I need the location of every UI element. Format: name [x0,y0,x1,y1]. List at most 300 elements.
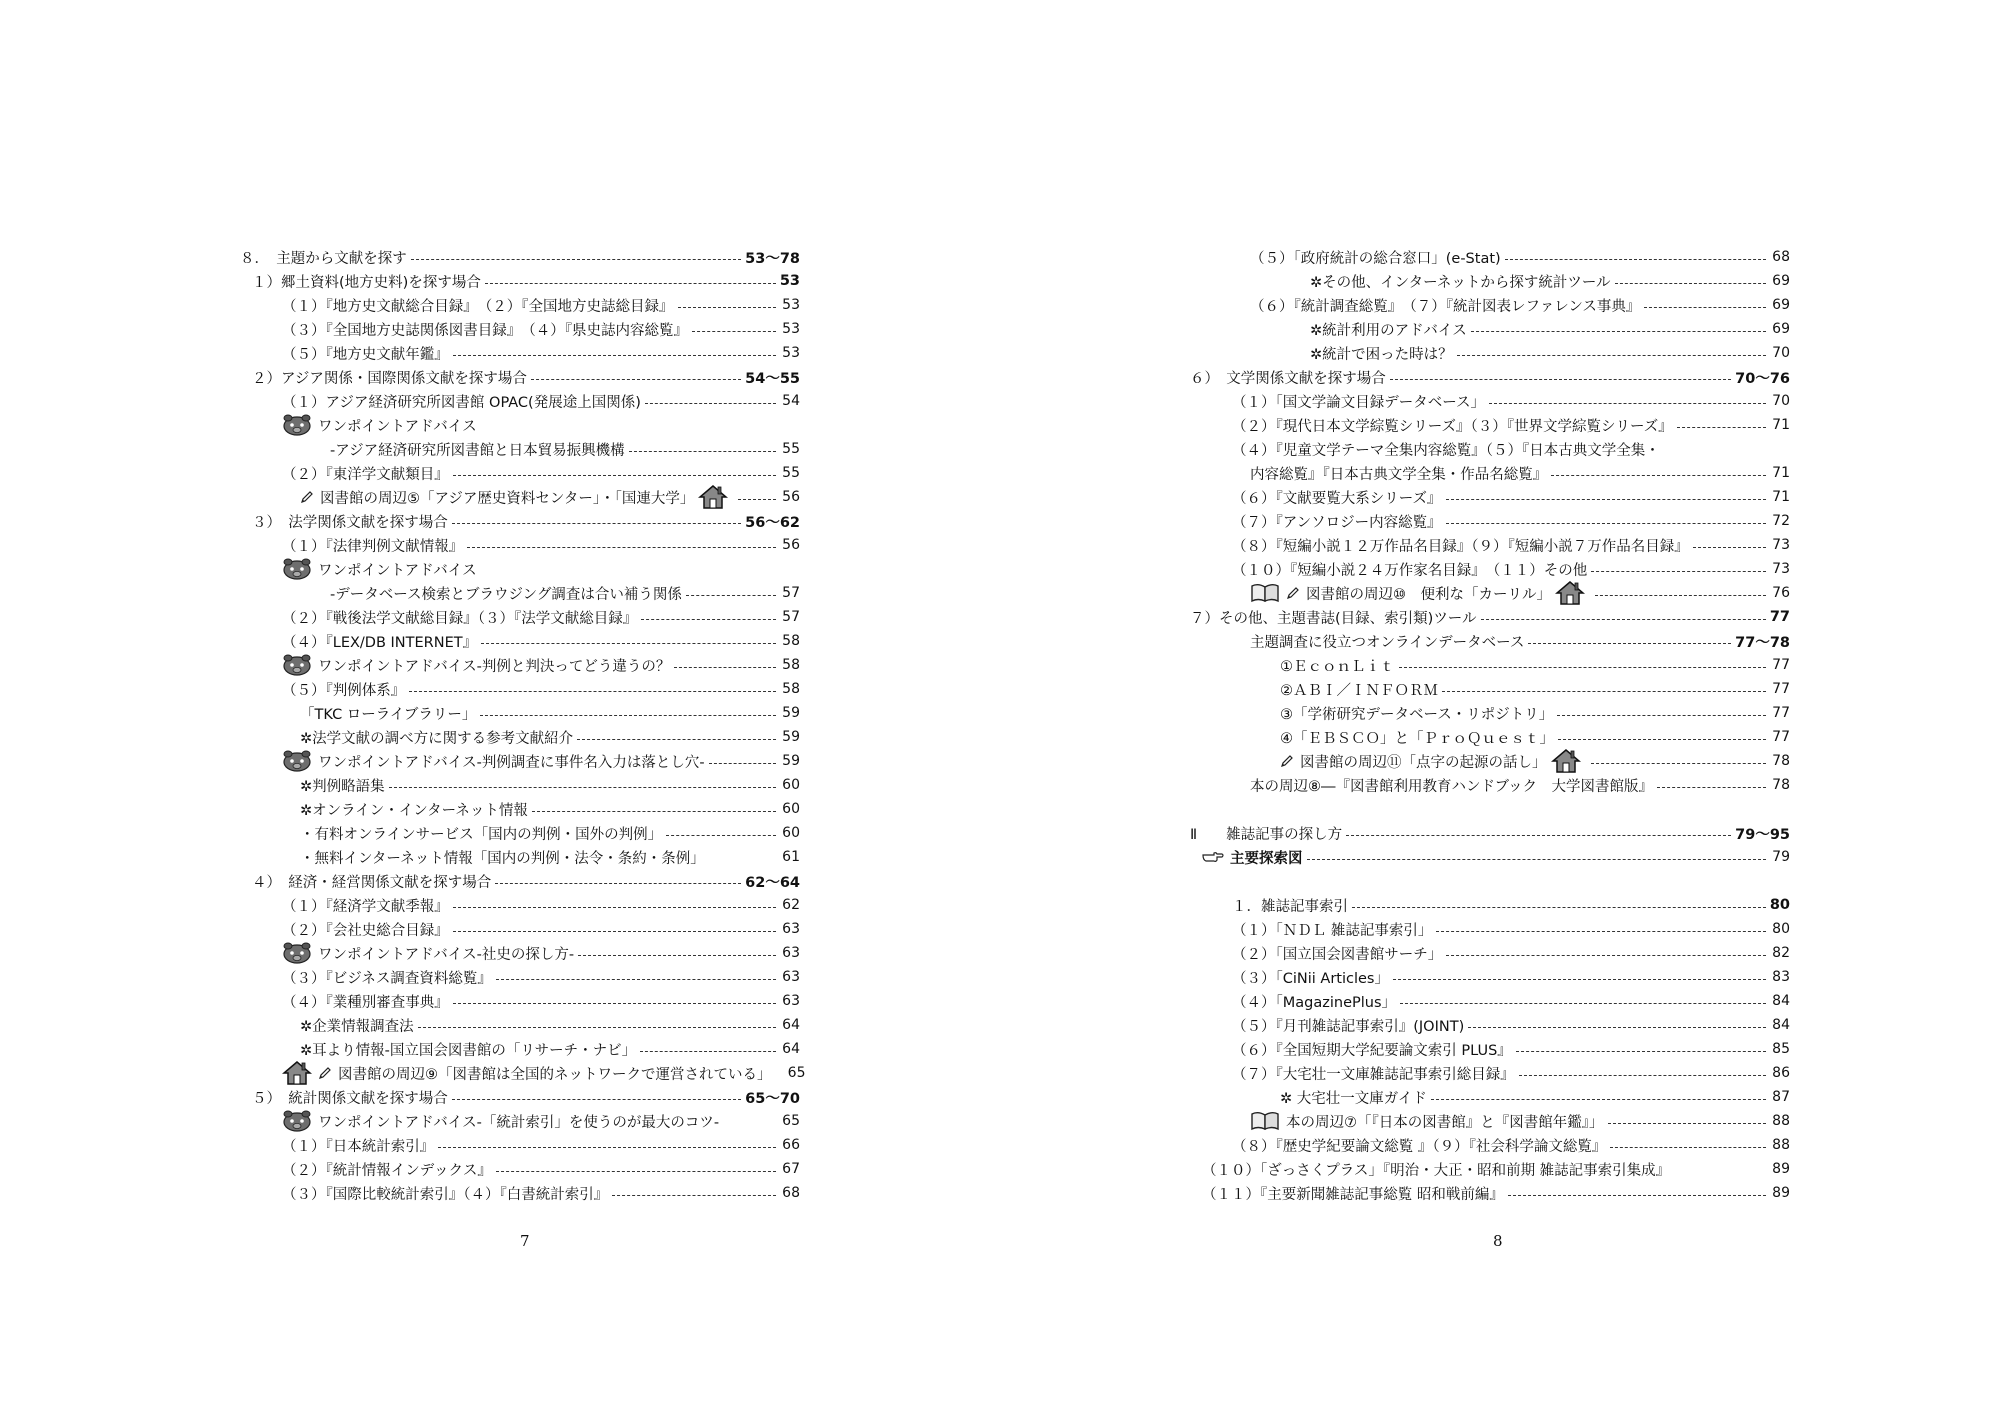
toc-entry [240,1133,800,1157]
dot-leader [1693,547,1766,548]
dot-leader [578,955,776,956]
toc-entry [240,1061,806,1085]
toc-entry-title: ✲判例略語集 [300,778,385,795]
toc-entry-title: （１０）「ざっさくプラス」『明治・大正・昭和前期 雑誌記事索引集成』 [1202,1162,1671,1179]
pencil-icon [300,490,314,504]
toc-entry [1190,845,1790,869]
toc-entry-page: 62 [782,897,800,913]
toc-entry [240,605,800,629]
toc-entry-title: １）郷土資料(地方史料)を探す場合 [252,274,481,291]
toc-entry-title: ワンポイントアドバイス [318,562,477,579]
toc-entry-title: ６） 文学関係文献を探す場合 [1190,370,1386,387]
toc-entry-page: 59 [782,705,800,721]
toc-entry-title: ・有料オンラインサービス「国内の判例・国外の判例」 [300,826,663,843]
dot-leader [496,979,776,980]
toc-entry [1190,725,1790,749]
dot-leader [452,523,741,524]
toc-entry [1190,461,1790,485]
blank-line [1190,869,1790,893]
toc-entry-page: 60 [782,777,800,793]
toc-entry-page: 86 [1772,1065,1790,1081]
toc-entry [240,725,800,749]
toc-entry-title: ①ＥｃｏｎＬｉｔ [1280,658,1395,675]
toc-entry-title: 図書館の周辺⑤「アジア歴史資料センター」・「国連大学」 [320,490,695,507]
toc-entry-page: 84 [1772,993,1790,1009]
toc-entry [1190,1133,1790,1157]
toc-entry-page: 67 [782,1161,800,1177]
toc-entry-page: 78 [1772,777,1790,793]
book-icon [1250,583,1280,603]
toc-entry [240,869,800,893]
dot-leader [453,475,776,476]
toc-entry-page: 73 [1772,561,1790,577]
toc-entry-page: 89 [1772,1161,1790,1177]
toc-entry [1190,893,1790,917]
toc-entry-title: 図書館の周辺⑨「図書館は全国的ネットワークで運営されている」 [338,1066,772,1083]
dot-leader [1528,643,1731,644]
toc-entry-title: ✲ 大宅壮一文庫ガイド [1280,1090,1427,1107]
house-icon [282,1060,312,1086]
dot-leader [1657,787,1766,788]
dot-leader [495,883,741,884]
toc-entry [240,845,800,869]
toc-entry-title: （１１）『主要新聞雑誌記事総覧 昭和戦前編』 [1202,1186,1504,1203]
toc-entry-page: 72 [1772,513,1790,529]
toc-entry [240,749,800,773]
toc-entry-page: 77 [1772,657,1790,673]
toc-entry-page: 79 [1772,849,1790,865]
house-icon [1551,748,1581,774]
toc-entry-page: 63 [782,993,800,1009]
toc-entry-page: 70 [1772,393,1790,409]
dot-leader [1346,835,1731,836]
toc-entry-page: 54 [782,393,800,409]
toc-entry [1190,821,1790,845]
dot-leader [496,1171,776,1172]
toc-entry-title: 内容総覧』『日本古典文学全集・作品名総覧』 [1250,466,1548,483]
toc-entry [240,1109,800,1133]
dot-leader [1431,1099,1766,1100]
toc-entry [240,1037,800,1061]
toc-entry-title: （１）『日本統計索引』 [282,1138,435,1155]
dot-leader [1489,403,1766,404]
toc-entry-title: 本の周辺⑦「『日本の図書館』と『図書館年鑑』」 [1286,1114,1604,1131]
dot-leader [532,811,776,812]
toc-entry [1190,269,1790,293]
toc-entry [240,269,800,293]
toc-entry-title: ✲オンライン・インターネット情報 [300,802,528,819]
toc-entry-title: 主要探索図 [1230,850,1303,867]
dot-leader [1557,715,1766,716]
dot-leader [1505,259,1766,260]
toc-entry-title: ✲企業情報調査法 [300,1018,414,1035]
dot-leader [1644,307,1766,308]
dot-leader [692,331,776,332]
toc-entry-page: 69 [1772,297,1790,313]
toc-entry-page: 53 [782,297,800,313]
toc-entry [1190,413,1790,437]
toc-entry [1190,605,1790,629]
toc-entry-title: （３）『ビジネス調査資料総覧』 [282,970,492,987]
toc-entry-page: 77 [1772,681,1790,697]
dot-leader [453,907,776,908]
toc-entry [1190,701,1790,725]
toc-entry-page: 76 [1772,585,1790,601]
toc-entry [240,413,800,437]
dot-leader [1436,931,1766,932]
right-page [1000,0,2000,1415]
toc-entry-title: ✲統計で困った時は？ [1310,346,1453,363]
toc-entry-page: 56 [782,489,800,505]
blank-line [1190,797,1790,821]
toc-entry-page: 58 [782,657,800,673]
toc-entry [240,557,800,581]
toc-entry-page: 79〜95 [1735,826,1790,843]
toc-entry-page: 89 [1772,1185,1790,1201]
toc-entry-title: （２）『東洋学文献類目』 [282,466,449,483]
toc-entry-page: 64 [782,1017,800,1033]
toc-entry [1190,581,1790,605]
dot-leader [409,691,776,692]
toc-entry [1190,629,1790,653]
toc-entry [1190,293,1790,317]
toc-entry [240,773,800,797]
toc-entry-page: 71 [1772,417,1790,433]
toc-entry-title: Ⅱ 雑誌記事の探し方 [1190,826,1343,843]
toc-entry [240,677,800,701]
pig-icon [282,654,312,676]
toc-entry-page: 85 [1772,1041,1790,1057]
toc-entry-title: ②ＡＢＩ／ＩＮＦＯＲＭ [1280,682,1438,699]
toc-entry [240,533,800,557]
toc-entry [1190,965,1790,989]
dot-leader [1393,979,1766,980]
toc-entry-page: 80 [1772,921,1790,937]
toc-entry-page: 80 [1769,897,1790,913]
toc-entry-page: 77 [1772,705,1790,721]
toc-entry-page: 69 [1772,273,1790,289]
toc-entry-title: ④「ＥＢＳＣＯ」と「ＰｒｏＱｕｅｓｔ」 [1280,730,1554,747]
toc-entry-title: （１）『経済学文献季報』 [282,898,449,915]
toc-entry-page: 57 [782,585,800,601]
toc-entry-page: 56〜62 [745,514,800,531]
pig-icon [282,750,312,772]
toc-entry-title: 本の周辺⑧―『図書館利用教育ハンドブック 大学図書館版』 [1250,778,1654,795]
toc-entry [240,437,800,461]
dot-leader [612,1195,776,1196]
toc-entry-title: ８． 主題から文献を探す [240,250,407,267]
pig-icon [282,414,312,436]
dot-leader [1471,331,1766,332]
dot-leader [1307,859,1767,860]
toc-entry-page: 59 [782,753,800,769]
toc-entry-page: 87 [1772,1089,1790,1105]
toc-entry [240,629,800,653]
toc-entry-page: 55 [782,465,800,481]
toc-entry [1190,509,1790,533]
pig-icon [282,942,312,964]
dot-leader [577,739,776,740]
toc-entry-page: 65 [782,1113,800,1129]
toc-entry-title: （５）『判例体系』 [282,682,406,699]
toc-entry [1190,677,1790,701]
toc-entry-page: 82 [1772,945,1790,961]
toc-entry [240,389,800,413]
toc-entry [1190,245,1790,269]
toc-entry-title: （５）『月刊雑誌記事索引』(JOINT) [1232,1018,1465,1035]
toc-entry-title: ワンポイントアドバイス-社史の探し方- [318,946,575,963]
toc-entry-title: ③「学術研究データベース・リポジトリ」 [1280,706,1554,723]
dot-leader [1352,907,1766,908]
toc-entry-page: 58 [782,681,800,697]
toc-entry-page: 54〜55 [745,370,800,387]
toc-entry-page: 53 [779,273,800,289]
dot-leader [467,547,776,548]
toc-entry-title: （１）アジア経済研究所図書館 OPAC(発展途上国関係) [282,394,641,411]
toc-entry [240,581,800,605]
dot-leader [1400,1003,1766,1004]
page-number: 7 [520,1232,530,1250]
toc-entry-title: （２）『会社史総合目録』 [282,922,449,939]
toc-entry [240,341,800,365]
dot-leader [453,355,776,356]
dot-leader [1457,355,1766,356]
toc-entry [240,245,800,269]
toc-entry [240,701,800,725]
toc-entry-title: 主題調査に役立つオンラインデータベース [1250,634,1525,651]
toc-entry-title: １．雑誌記事索引 [1232,898,1348,915]
dot-leader [738,499,776,500]
dot-leader [1390,379,1731,380]
toc-entry [1190,917,1790,941]
toc-entry-title: ５） 統計関係文献を探す場合 [252,1090,448,1107]
pig-icon [282,558,312,580]
toc-entry-title: ✲統計利用のアドバイス [1310,322,1467,339]
dot-leader [640,1051,776,1052]
toc-entry-page: 70〜76 [1735,370,1790,387]
toc-entry-page: 53 [782,345,800,361]
toc-entry [1190,533,1790,557]
toc-entry [1190,437,1790,461]
house-icon [698,484,728,510]
toc-entry-page: 65 [787,1065,806,1081]
toc-entry-page: 58 [782,633,800,649]
toc-entry-page: 53〜78 [745,250,800,267]
toc-entry [240,989,800,1013]
toc-entry [1190,365,1790,389]
toc-entry-page: 71 [1772,465,1790,481]
dot-leader [453,1003,776,1004]
toc-entry [1190,941,1790,965]
toc-entry-title: （３）「CiNii Articles」 [1232,970,1389,987]
toc-entry-page: 64 [782,1041,800,1057]
dot-leader [1399,667,1767,668]
dot-leader [1591,571,1766,572]
dot-leader [1558,739,1766,740]
toc-entry [1190,557,1790,581]
toc-entry [1190,1157,1790,1181]
toc-entry [1190,749,1790,773]
toc-entry-title: （２）『戦後法学文献総目録』（３）『法学文献総目録』 [282,610,638,627]
toc-entry-title: （１）「ＮＤＬ 雑誌記事索引」 [1232,922,1433,939]
dot-leader [418,1027,776,1028]
table-of-contents [240,245,806,1205]
dot-leader [1608,1123,1767,1124]
toc-entry-page: 62〜64 [745,874,800,891]
dot-leader [485,283,776,284]
pointing-hand-icon [1202,850,1224,864]
toc-entry [240,509,800,533]
dot-leader [1516,1051,1766,1052]
toc-entry-page: 84 [1772,1017,1790,1033]
toc-entry [1190,1037,1790,1061]
toc-entry [240,1013,800,1037]
dot-leader [666,835,776,836]
toc-entry-title: ２）アジア関係・国際関係文献を探す場合 [252,370,527,387]
toc-entry-title: ３） 法学関係文献を探す場合 [252,514,448,531]
toc-entry-title: ✲耳より情報-国立国会図書館の「リサーチ・ナビ」 [300,1042,637,1059]
toc-entry-title: （７）『アンソロジー内容総覧』 [1232,514,1442,531]
toc-entry-title: （６）『統計調査総覧』 （７）『統計図表レファレンス事典』 [1250,298,1641,315]
toc-entry-page: 63 [782,921,800,937]
toc-entry-title: ７）その他、主題書誌(目録、索引類)ツール [1190,610,1477,627]
toc-entry-title: （５）「政府統計の総合窓口」(e-Stat) [1250,250,1501,267]
toc-entry-title: 「TKC ローライブラリー」 [300,706,477,723]
toc-entry [1190,1109,1790,1133]
toc-entry-page: 77 [1769,609,1790,625]
toc-entry-page: 78 [1772,753,1790,769]
toc-entry [240,317,800,341]
toc-entry-page: 55 [782,441,800,457]
dot-leader [531,379,741,380]
toc-entry-title: （４）『児童文学テーマ全集内容総覧』（５）『日本古典文学全集・ [1232,442,1660,459]
book-icon [1250,1111,1280,1131]
toc-entry-page: 66 [782,1137,800,1153]
toc-entry-page: 69 [1772,321,1790,337]
toc-entry-page: 68 [1772,249,1790,265]
toc-entry-page: 68 [782,1185,800,1201]
dot-leader [1442,691,1766,692]
toc-entry [240,1181,800,1205]
toc-entry [240,821,800,845]
toc-entry-page: 83 [1772,969,1790,985]
dot-leader [1519,1075,1766,1076]
dot-leader [389,787,776,788]
toc-entry-title: （１）『法律判例文献情報』 [282,538,464,555]
toc-entry-page: 73 [1772,537,1790,553]
toc-entry-title: ・無料インターネット情報「国内の判例・法令・条約・条例」 [300,850,705,867]
toc-entry-title: （６）『全国短期大学紀要論文索引 PLUS』 [1232,1042,1512,1059]
toc-entry [1190,341,1790,365]
dot-leader [1446,955,1766,956]
toc-entry-page: 63 [782,969,800,985]
toc-entry-title: （１）『地方史文献総合目録』 （２）『全国地方史誌総目録』 [282,298,674,315]
dot-leader [686,595,776,596]
toc-entry-page: 56 [782,537,800,553]
toc-entry-page: 61 [782,849,800,865]
toc-entry [1190,1061,1790,1085]
toc-entry-title: （４）「MagazinePlus」 [1232,994,1397,1011]
pencil-icon [318,1066,332,1080]
toc-entry-title: （４）『LEX/DB INTERNET』 [282,634,478,651]
dot-leader [709,763,776,764]
toc-entry-title: （２）『統計情報インデックス』 [282,1162,492,1179]
toc-entry [240,1157,800,1181]
toc-entry [240,893,800,917]
pig-icon [282,1110,312,1132]
dot-leader [1468,1027,1766,1028]
toc-entry [1190,389,1790,413]
dot-leader [411,259,741,260]
toc-entry-title: ワンポイントアドバイス-「統計索引」を使うのが最大のコツ- [318,1114,720,1131]
toc-entry-page: 88 [1772,1137,1790,1153]
dot-leader [645,403,776,404]
toc-entry [240,293,800,317]
dot-leader [1610,1147,1766,1148]
dot-leader [452,1099,741,1100]
toc-entry [240,941,800,965]
toc-entry-title: （６）『文献要覧大系シリーズ』 [1232,490,1442,507]
pencil-icon [1280,754,1294,768]
toc-entry-page: 60 [782,801,800,817]
pencil-icon [1286,586,1300,600]
dot-leader [1446,523,1766,524]
toc-entry-page: 57 [782,609,800,625]
page-number: 8 [1493,1232,1503,1250]
toc-entry [240,1085,800,1109]
toc-entry-title: （８）『歴史学紀要論文総覧 』（９）『社会科学論文総覧』 [1232,1138,1607,1155]
toc-entry-title: （３）『国際比較統計索引』（４）『白書統計索引』 [282,1186,609,1203]
toc-entry [1190,1013,1790,1037]
toc-entry-page: 60 [782,825,800,841]
toc-entry-page: 63 [782,945,800,961]
dot-leader [678,307,777,308]
toc-entry [240,485,800,509]
toc-entry-title: ４） 経済・経営関係文献を探す場合 [252,874,492,891]
toc-entry [240,461,800,485]
toc-entry-page: 77〜78 [1735,634,1790,651]
toc-entry-page: 59 [782,729,800,745]
dot-leader [1595,595,1766,596]
toc-entry-title: （３）『全国地方史誌関係図書目録』 （４）『県史誌内容総覧』 [282,322,688,339]
toc-entry-page: 88 [1772,1113,1790,1129]
dot-leader [481,643,776,644]
table-of-contents [1190,245,1790,1205]
toc-entry-title: （２）『現代日本文学綜覧シリーズ』（３）『世界文学綜覧シリーズ』 [1232,418,1673,435]
dot-leader [641,619,776,620]
toc-entry-title: （２）「国立国会図書館サーチ」 [1232,946,1443,963]
toc-entry-page: 77 [1772,729,1790,745]
toc-entry [240,365,800,389]
toc-entry [240,965,800,989]
toc-entry [1190,1181,1790,1205]
dot-leader [1551,475,1766,476]
toc-entry [1190,653,1790,677]
toc-entry [1190,989,1790,1013]
toc-entry-title: 図書館の周辺⑪「点字の起源の話し」 [1300,754,1547,771]
dot-leader [1508,1195,1766,1196]
toc-entry-title: ワンポイントアドバイス-判例調査に事件名入力は落とし穴- [318,754,705,771]
toc-entry [1190,485,1790,509]
toc-entry [240,797,800,821]
toc-entry [240,653,800,677]
toc-entry-title: （４）『業種別審査事典』 [282,994,449,1011]
toc-entry-title: （８）『短編小説１２万作品名目録』（９）『短編小説７万作品名目録』 [1232,538,1689,555]
dot-leader [1446,499,1766,500]
toc-entry-title: ✲その他、インターネットから探す統計ツール [1310,274,1611,291]
toc-entry-page: 71 [1772,489,1790,505]
toc-entry [1190,1085,1790,1109]
